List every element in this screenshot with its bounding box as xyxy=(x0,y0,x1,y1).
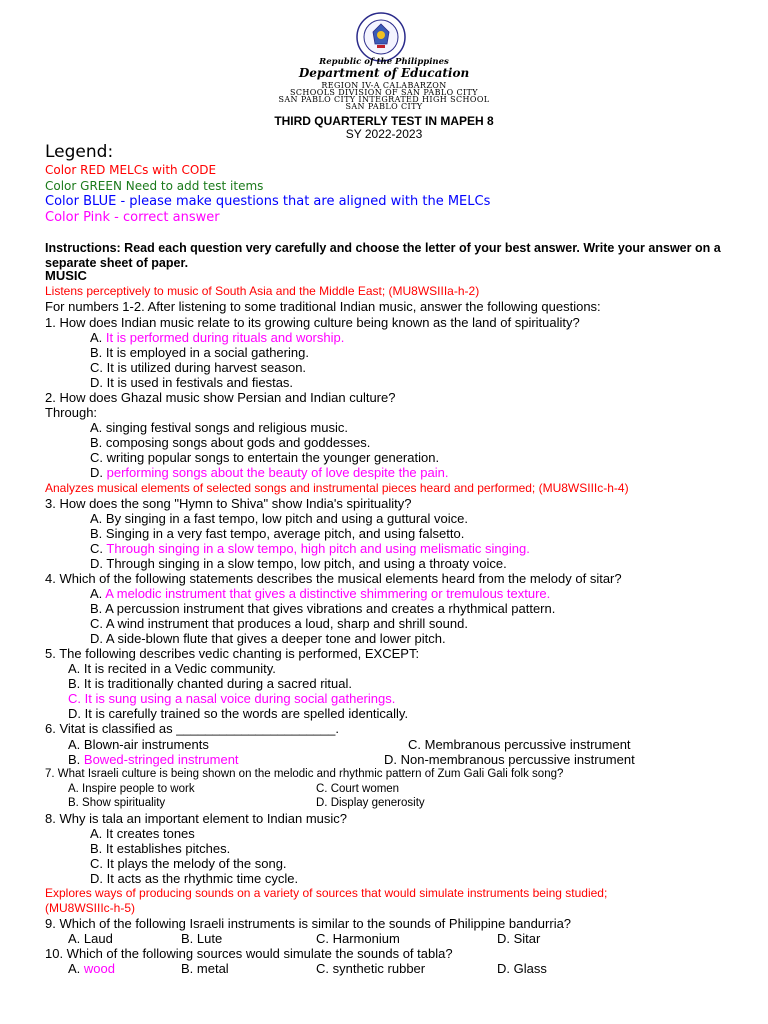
q5-option-b: B. It is traditionally chanted during a sacred ritual. xyxy=(68,676,352,691)
header-republic: Republic of the Philippines xyxy=(319,57,449,67)
q1-option-c: C. It is utilized during harvest season. xyxy=(90,360,307,375)
q5-option-c: C. It is sung using a nasal voice during social gatherings. xyxy=(68,691,396,706)
legend-pink: Color Pink - correct answer xyxy=(45,210,220,225)
question-7: 7. What Israeli culture is being shown on the melodic and rhythmic pattern of Zum Gali Gali folk song? xyxy=(45,768,564,780)
question-9: 9. Which of the following Israeli instruments is similar to the sounds of Philippine bandurria? xyxy=(45,916,572,931)
melc-1: Listens perceptively to music of South Asia and the Middle East; (MU8WSIIIa-h-2) xyxy=(45,284,480,298)
melc-3-code: (MU8WSIIIc-h-5) xyxy=(45,901,135,915)
q7-option-c: C. Court women xyxy=(316,783,400,795)
q6-option-a: A. Blown-air instruments xyxy=(68,737,209,752)
question-5: 5. The following describes vedic chanting is performed, EXCEPT: xyxy=(45,646,420,661)
legend-green: Color GREEN Need to add test items xyxy=(45,179,264,193)
question-4: 4. Which of the following statements describes the musical elements heard from the melody of sitar? xyxy=(45,571,622,586)
q1-option-a: A. It is performed during rituals and worship. xyxy=(90,330,345,345)
q7-option-d: D. Display generosity xyxy=(316,797,425,809)
legend-heading: Legend: xyxy=(45,142,114,162)
q9-option-b: B. Lute xyxy=(181,931,223,946)
legend-blue: Color BLUE - please make questions that are aligned with the MELCs xyxy=(45,194,491,209)
instructions: Instructions: Read each question very carefully and choose the letter of your best answer. Write your answer on a separate sheet of paper. xyxy=(45,241,721,270)
q6-option-d: D. Non-membranous percussive instrument xyxy=(384,752,635,767)
header-division: SCHOOLS DIVISION OF SAN PABLO CITY xyxy=(290,88,478,97)
q7-option-a: A. Inspire people to work xyxy=(68,783,195,795)
q3-option-d: D. Through singing in a slow tempo, low pitch, and using a throaty voice. xyxy=(90,556,507,571)
q10-option-b: B. metal xyxy=(181,961,229,976)
question-2-stem: Through: xyxy=(45,405,98,420)
melc-2: Analyzes musical elements of selected songs and instrumental pieces heard and performed; (MU8WSIIIc-h-4) xyxy=(45,481,629,495)
intro-numbers-1-2: For numbers 1-2. After listening to some traditional Indian music, answer the following questions: xyxy=(45,299,601,314)
q2-option-c: C. writing popular songs to entertain the younger generation. xyxy=(90,450,440,465)
header-city: SAN PABLO CITY xyxy=(345,102,423,111)
header-school: SAN PABLO CITY INTEGRATED HIGH SCHOOL xyxy=(278,95,490,104)
q5-option-d: D. It is carefully trained so the words are spelled identically. xyxy=(68,706,409,721)
q8-option-a: A. It creates tones xyxy=(90,826,195,841)
q3-option-a: A. By singing in a fast tempo, low pitch and using a guttural voice. xyxy=(90,511,468,526)
school-year: SY 2022-2023 xyxy=(345,127,423,141)
q6-option-b: B. Bowed-stringed instrument xyxy=(68,752,239,767)
q2-option-b: B. composing songs about gods and goddesses. xyxy=(90,435,371,450)
q1-option-d: D. It is used in festivals and fiestas. xyxy=(90,375,294,390)
q10-option-d: D. Glass xyxy=(497,961,547,976)
legend-red: Color RED MELCs with CODE xyxy=(45,163,217,177)
q10-option-c: C. synthetic rubber xyxy=(316,961,426,976)
q10-option-a: A. wood xyxy=(68,961,115,976)
q8-option-b: B. It establishes pitches. xyxy=(90,841,231,856)
header-department: Department of Education xyxy=(298,66,470,80)
q2-option-d: D. performing songs about the beauty of love despite the pain. xyxy=(90,465,449,480)
q3-option-b: B. Singing in a very fast tempo, average pitch, and using falsetto. xyxy=(90,526,465,541)
q3-option-c: C. Through singing in a slow tempo, high pitch and using melismatic singing. xyxy=(90,541,530,556)
q7-option-b: B. Show spirituality xyxy=(68,797,166,809)
question-1: 1. How does Indian music relate to its growing culture being known as the land of spirituality? xyxy=(45,315,580,330)
question-6: 6. Vitat is classified as ______________________. xyxy=(45,721,339,736)
question-2: 2. How does Ghazal music show Persian and Indian culture? xyxy=(45,390,396,405)
q8-option-c: C. It plays the melody of the song. xyxy=(90,856,287,871)
q4-option-b: B. A percussion instrument that gives vibrations and creates a rhythmical pattern. xyxy=(90,601,556,616)
q4-option-a: A. A melodic instrument that gives a distinctive shimmering or tremulous texture. xyxy=(90,586,551,601)
question-10: 10. Which of the following sources would simulate the sounds of tabla? xyxy=(45,946,453,961)
q9-option-c: C. Harmonium xyxy=(316,931,400,946)
header-region: REGION IV-A CALABARZON xyxy=(321,81,447,90)
q1-option-b: B. It is employed in a social gathering. xyxy=(90,345,309,360)
q6-option-c: C. Membranous percussive instrument xyxy=(408,737,631,752)
deped-seal-icon xyxy=(356,12,406,62)
q8-option-d: D. It acts as the rhythmic time cycle. xyxy=(90,871,299,886)
q9-option-d: D. Sitar xyxy=(497,931,541,946)
test-title: THIRD QUARTERLY TEST IN MAPEH 8 xyxy=(274,114,494,128)
melc-3: Explores ways of producing sounds on a variety of sources that would simulate instruments being studied; xyxy=(45,886,608,900)
section-music: MUSIC xyxy=(45,268,87,283)
question-8: 8. Why is tala an important element to Indian music? xyxy=(45,811,348,826)
q9-option-a: A. Laud xyxy=(68,931,113,946)
q4-option-d: D. A side-blown flute that gives a deeper tone and lower pitch. xyxy=(90,631,446,646)
q4-option-c: C. A wind instrument that produces a loud, sharp and shrill sound. xyxy=(90,616,468,631)
q5-option-a: A. It is recited in a Vedic community. xyxy=(68,661,276,676)
q2-option-a: A. singing festival songs and religious music. xyxy=(90,420,348,435)
question-3: 3. How does the song "Hymn to Shiva" show India's spirituality? xyxy=(45,496,412,511)
